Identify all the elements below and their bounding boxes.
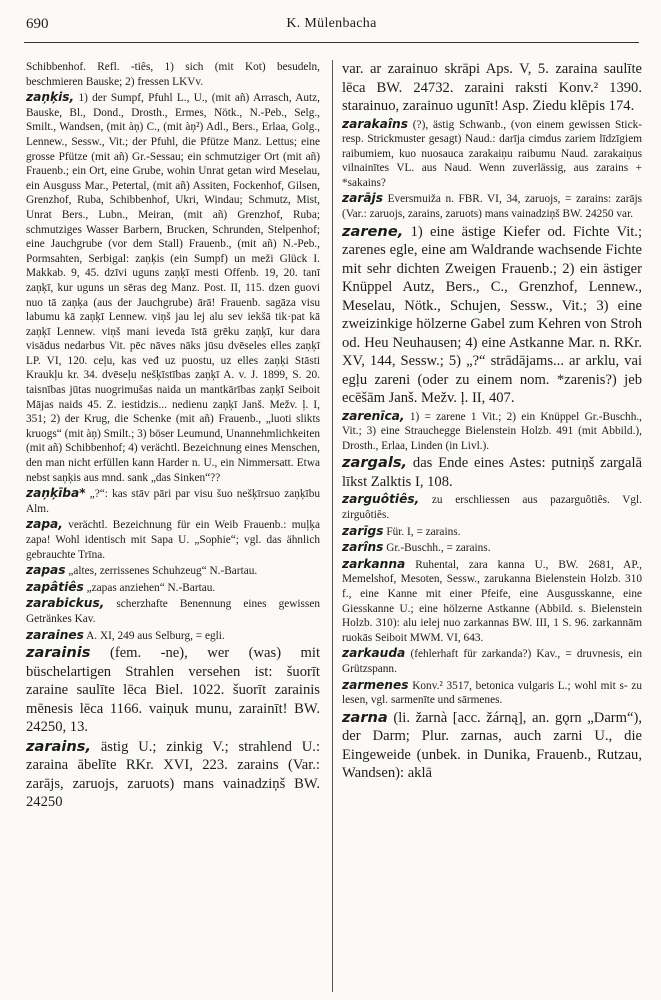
entry-headword: zapa, [26,517,63,532]
entry-text: 1) = zarene 1 Vit.; 2) ein Knüppel Gr.-Buschh., Vit.; 3) eine Strauchegge Bielenstein Holzb. 491 (mit Abbild.), Drosth., Erlaa, Linden (in Livl.). [342,410,642,452]
entry-headword: zapâtiês [26,579,84,594]
right-column [342,60,642,784]
page-number: 690 [26,16,49,32]
entry-text: (li. žarnà [acc. žárną], an. gǫrn „Darm“), der Darm; Plur. zarnas, auch zarni U., die Eingeweide (unbek. in Dunika, Frauenb., Rutzau, Wandsen): aklā [342,709,642,782]
entry-headword: zarenīca, [342,408,405,423]
entry-text: zu erschliessen aus pazarguôtiês. Vgl. zirguôtiês. [342,494,643,522]
entry-text: (fem. -ne), wer (was) mit büschelartigen Strahlen versehen ist: šuorīt zaraine saulīte lēca Biel. 1022. šuorīt zarainis mēnesis lēca 1166. vaiņuk munu, zarainīt! BW. 24250, 13. [26,645,321,736]
dictionary-entry [26,580,320,596]
entry-text: Gr.-Buschh., = zarains. [386,542,491,555]
left-column [26,60,320,813]
dictionary-entry [26,60,320,89]
entry-text: „zapas anziehen“ N.-Bartau. [86,581,216,594]
dictionary-entry [26,738,320,812]
entry-headword: zaņķis, [26,90,75,105]
entry-text: ästig U.; zinkig V.; strahlend U.: zaraina ābelīte RKr. XVI, 223. zarains (Var.: zarājs, zaruojs, zaruots) mans vainadziņš BW. 24250 [26,738,320,811]
entry-headword: zarkauda [342,646,406,661]
dictionary-entry [342,454,642,491]
entry-text: 1) eine ästige Kiefer od. Fichte Vit.; zarenes egle, eine am Waldrande wachsende Fichte mit sehr dichten Zweigen Frauenb.; 2) ein ästiger Knüppel Autz, Bers., C., Grenzhof, Lennew., Meselau, Nötk., Schujen, Sessw., Vit.; 3) eine zweizinkige hölzerne Gabel zum Kehren von Stroh od. Heu Neuhausen; 4) eine Astkanne Mar. n. RKr. XV, 144, Sessw.; 5) „?“ strādājams... ar arklu, vai egļu zareni (oder zu einem nom. *zarenis?) jeb ecēšām Janš. Mežv. ļ. II, 407. [342,223,643,407]
dictionary-entry [342,60,642,116]
entry-text: Schibbenhof. Refl. -tiês, 1) sich (mit Kot) besudeln, beschmieren Bauske; 2) fressen LKVv. [26,61,320,88]
page-header [26,16,637,38]
entry-headword: zarîns [342,540,384,555]
dictionary-entry [342,540,642,556]
dictionary-entry [26,90,320,485]
dictionary-entry [26,517,320,562]
entry-text: (fehlerhaft für zarkanda?) Kav., = druvnesis, ein Grützspann. [342,648,642,675]
entry-headword: zarīgs [342,523,384,538]
dictionary-entry [342,223,642,408]
entry-text: Konv.² 3517, betonica vulgaris L.; wohl mit s- zu lesen, vgl. sarmenīte und sārmenes. [342,679,642,707]
entry-text: „altes, zerrissenes Schuhzeug“ N.-Bartau. [68,565,258,578]
entry-headword: zarājs [342,191,383,206]
entry-headword: zarguôtiês, [342,492,420,507]
dictionary-entry [342,557,642,646]
dictionary-entry [342,709,642,783]
dictionary-entry [26,628,320,644]
entry-text: scherzhafte Benennung eines gewissen Getränkes Kav. [26,598,320,625]
entry-headword: zarene, [342,222,404,240]
entry-headword: zaņķība* [26,486,86,501]
entry-headword: zarmenes [342,677,409,692]
column-divider [332,60,333,992]
entry-text: (?), ästig Schwanb., (von einem gewissen Stick- resp. Strickmuster gesagt) Naud.: darīja cimdus zariem līdzīgiem raibumiem, kuo nuosauca zarakaiņu raibumu Naud. zarakaiņus vilnainītes VL. aus Naud. Wenn zuverlässig, aus zarains + *sakains? [342,118,642,189]
entry-text: „?“: kas stāv pāri par visu šuo nešķīrsuo zaņķību Alm. [26,488,320,515]
running-title: K. Mülenbacha [286,16,377,31]
entry-text: Eversmuiža n. FBR. VI, 34, zaruojs, = zarains: zarājs (Var.: zaruojs, zarains, zaruots) mans vainadziņš BW. 24250 var. [342,193,643,221]
entry-headword: zarakaîns [342,116,408,131]
dictionary-entry [26,486,320,516]
dictionary-entry [342,678,642,708]
dictionary-entry [342,191,642,221]
entry-text: 1) der Sumpf, Pfuhl L., U., (mit añ) Arrasch, Autz, Bauske, Bl., Dond., Drosth., Ermes, Nötk., N.-Peb., Selg., Smilt., Wandsen, (mit àņ) C., (mit àņ²) Adl., Bers., Erlaa, Golg., Lennew., Sessw., Vit.; der Pfuhl, die Pfütze Manz. Lettus; eine grosse Pfütze (mit añ) Gr.-Sessau; ein schmutziger Ort (mit añ) Frauenb.; ein Ort, eine Grube, wohin Unrat getan wird Meselau, ein Ausguss Mar., Petertal, (mit añ) Assiten, Fockenhof, Gilsen, Grenzhof, Ruba, Schibbenhof, Ukri, Windau; Schmutz, Mist, Unrat Bers., Lubn., Meiran, (mit añ) Grenzhof, Ruba; schmutziges Wasser Barbern, Brucken, Schrunden, Stelpenhof; eine Jauchgrube (vor dem Stall) Frauenb., (mit añ) N.-Peb., Pormsahten, Serbigal: zaņķis (ein Sumpf) un meži Glück I. Makkab. 9, 45. dzīvi uguns zaņķī mesti Offenb. 19, 20. tanī zaņķī, kur uguns un sēras deg Manz. Post. II, 115. dzen guovi nuo tā zaņķa (aus der Jauchgrube) ārā! Frauenb. sagāza visu labumu kā zaņķī Lennew. viņš jau lej alu sev iekšā tik·pat kā zaņķī Lennew. viņš mani ieveda īstā grēku zaņķī, kur dara visādus nedarbus Vit. pēc nāves nāks jūsu dvēseles elles zaņķī LP. VI, 120. ceļu, kas veđ uz puostu, uz elles zaņķi Stāsti Kraukļu kr. 34. dvēseļu nešķīstības zaņķī A. v. J. 1899, S. 20. taisnības jūtas nuogrimušas naida un mantkārības zaņķī Seiboit Mājas naids 45. Z. iestidzis... nedienu zaņķī Janš. Mežv. ļ. I, 351; 2) der Krug, die Schenke (mit añ) Frauenb., „luoti slikts kruogs“ (mit àņ) Smilt.; 3) böser Leumund, Unannehmlichkeiten (mit añ) Schibbenhof; 4) verächtl. Bezeichnung eines Menschen, den man nicht erfüllen kann Harder n. U., ein Nimmersatt. Etwa nebst saņķis aus mnd. sank „das Sinken“?? [26,92,320,484]
entry-headword: zarkanna [342,556,406,571]
entry-headword: zarna [342,708,388,726]
entry-text: das Ende eines Astes: putniņš zargalā līkst Zalktis I, 108. [342,455,642,490]
entry-headword: zarains, [26,737,92,755]
entry-headword: zaraines [26,627,84,642]
dictionary-entry [342,492,642,522]
header-rule [24,42,639,43]
dictionary-entry [342,646,642,676]
entry-headword: zargals, [342,454,408,472]
entry-text: Ruhental, zara kanna U., BW. 2681, AP., Memelshof, Mesoten, Sessw., zarukanna Bielenstein Holzb. 310 f., eine Kanne mit einer Pfeife, eine Ausgusskanne, eine Giesskanne U.; eine hölzerne Astkanne (Abbild. s. Bielenstein Holzb. 310): alu ielej nuo zarkannas BW. III, 1 S. 96. zarkannām ruokās Seiboit MWM. VI, 643. [342,558,642,644]
dictionary-entry [26,563,320,579]
entry-headword: zarabickus, [26,596,105,611]
dictionary-entry [342,409,642,454]
entry-text: var. ar zarainuo skrāpi Aps. V, 5. zaraina saulīte lēca BW. 24732. zaraini raksti Konv.² 1390. starainuo, zarainuo ugunīt! Asp. Ziedu klēpis 174. [342,61,642,114]
dictionary-entry [26,644,320,737]
entry-text: A. XI, 249 aus Selburg, = egli. [86,629,225,642]
entry-text: verächtl. Bezeichnung für ein Weib Frauenb.: muļķa zapa! Wohl identisch mit Sapa U. „Sophie“; vgl. das ähnlich gebrauchte Trīna. [26,519,320,561]
entry-headword: zapas [26,563,66,578]
dictionary-entry [342,524,642,540]
entry-text: Für. I, = zarains. [386,525,461,538]
dictionary-entry [342,117,642,191]
dictionary-entry [26,596,320,626]
entry-headword: zarainis [26,644,91,662]
